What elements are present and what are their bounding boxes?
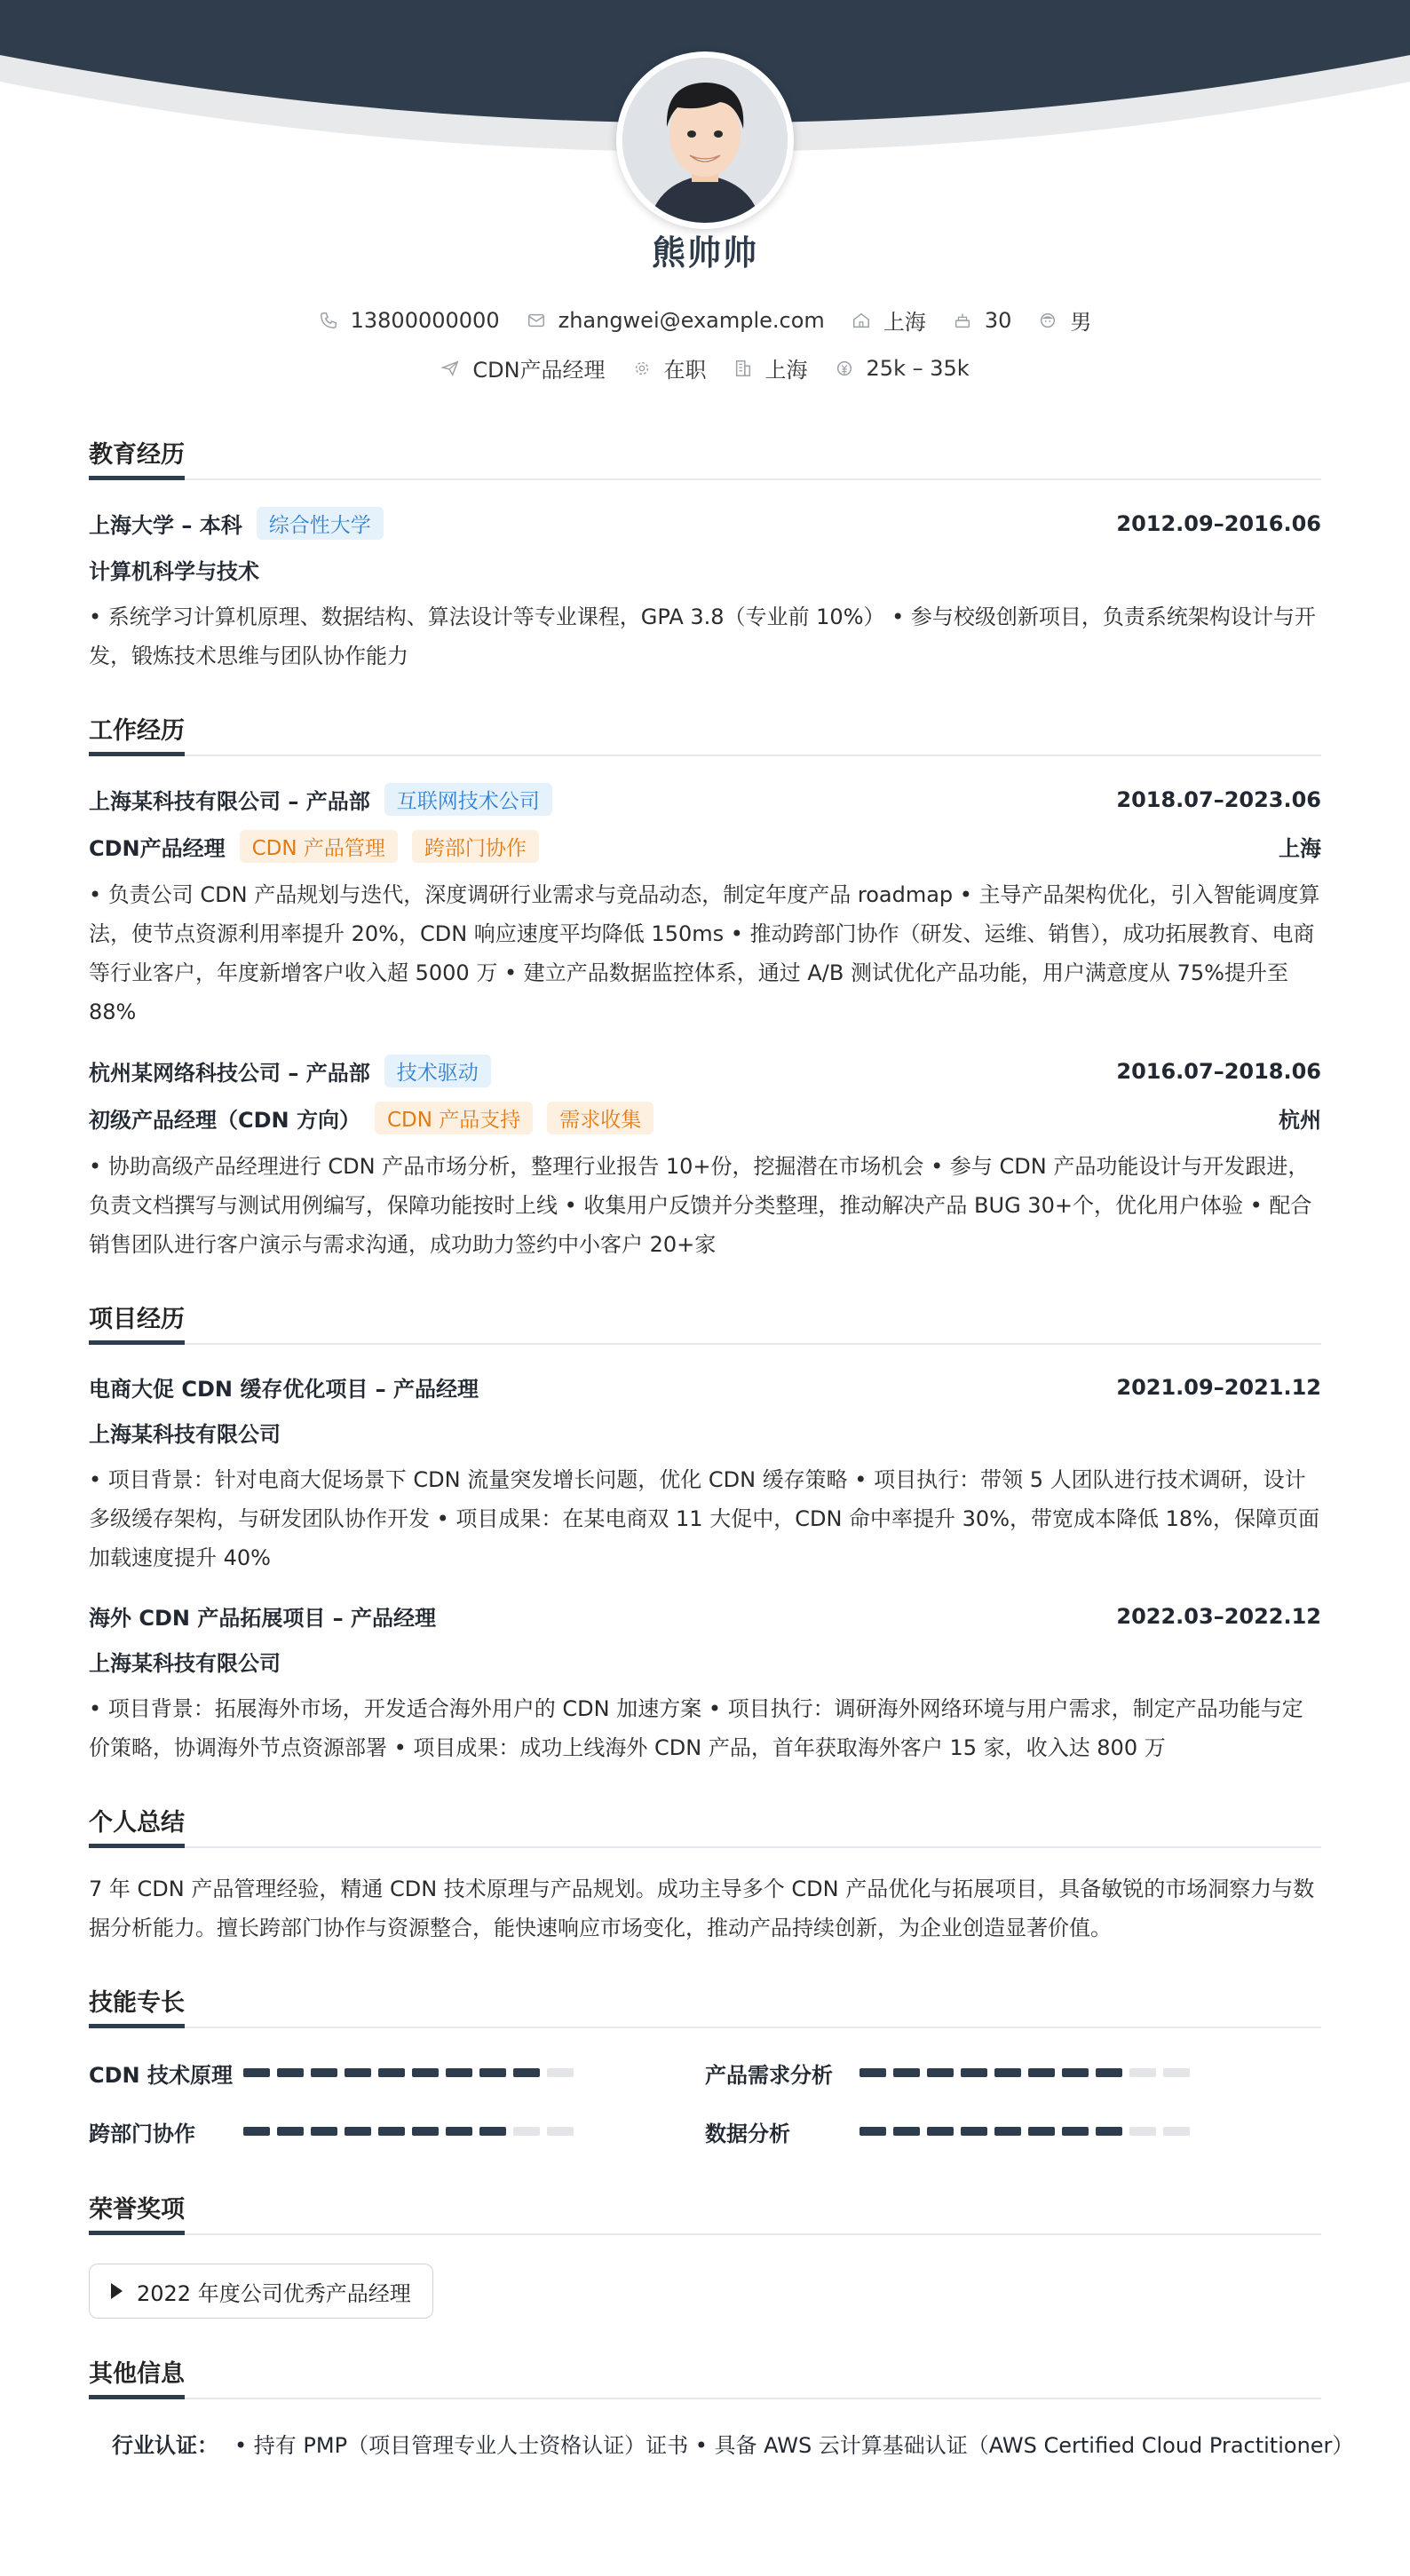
building-icon <box>733 359 753 378</box>
school-name: 上海大学 – 本科 <box>89 513 242 538</box>
skill-segment-empty <box>1163 2127 1190 2136</box>
project-name: 海外 CDN 产品拓展项目 – 产品经理 <box>89 1606 437 1631</box>
age-text: 30 <box>984 307 1012 333</box>
work-desc: • 协助高级产品经理进行 CDN 产品市场分析，整理行业报告 10+份，挖掘潜在市场机会 • 参与 CDN 产品功能设计与开发跟进，负责文档撰写与测试用例编写，保障功能按时上线 • 收集用户反馈并分类整理，推动解决产品 BUG 30+个，优化用户体验 • 配合销售团队进行客户演示与需求沟通，成功助力签约中小客户 20+家 <box>89 1154 1312 1257</box>
section-title: 教育经历 <box>89 435 1321 480</box>
work-location: 杭州 <box>1279 1108 1321 1133</box>
skill-item <box>89 2114 705 2149</box>
honor-item[interactable] <box>89 2264 433 2319</box>
education-entry-head <box>89 507 1321 540</box>
skill-segment-filled <box>1028 2127 1055 2136</box>
section-title: 其他信息 <box>89 2354 1321 2399</box>
status-text: 在职 <box>663 358 707 383</box>
work-entry <box>89 783 1321 1031</box>
skill-level-bar <box>243 2068 581 2077</box>
skill-segment-filled <box>378 2127 405 2136</box>
skill-segment-filled <box>243 2068 270 2077</box>
salary-icon <box>835 359 854 378</box>
salary-text: 25k – 35k <box>866 355 970 381</box>
project-name: 电商大促 CDN 缓存优化项目 – 产品经理 <box>89 1377 479 1402</box>
skill-segment-filled <box>961 2068 987 2077</box>
skills-list <box>89 2055 1321 2172</box>
status-info <box>632 352 707 383</box>
project-desc: • 项目背景：针对电商大促场景下 CDN 流量突发增长问题，优化 CDN 缓存策略 • 项目执行：带领 5 人团队进行技术调研，设计多级缓存架构，与研发团队协作开发 • 项目成果：在某电商双 11 大促中，CDN 命中率提升 30%，带宽成本降低 18%，保障页面加载速度提升 40% <box>89 1467 1319 1570</box>
skill-segment-filled <box>1062 2068 1089 2077</box>
skill-segment-empty <box>547 2127 574 2136</box>
skill-segment-filled <box>412 2068 439 2077</box>
work-location: 上海 <box>1279 836 1321 861</box>
other-value: • 持有 PMP（项目管理专业人士资格认证）证书 • 具备 AWS 云计算基础认证（AWS Certified Cloud Practitioner） <box>234 2433 1354 2458</box>
other-label: 行业认证： <box>112 2433 218 2458</box>
honors-section <box>89 2190 1321 2319</box>
skill-segment-filled <box>1062 2127 1089 2136</box>
phone-info <box>319 308 500 333</box>
company-name: 上海某科技有限公司 – 产品部 <box>89 789 370 814</box>
company-tag: 互联网技术公司 <box>384 783 552 816</box>
skill-segment-filled <box>345 2068 371 2077</box>
skill-segment-filled <box>277 2068 304 2077</box>
skill-name: CDN 技术原理 <box>89 2062 233 2088</box>
skill-item <box>705 2055 1321 2090</box>
project-desc: • 项目背景：拓展海外市场，开发适合海外用户的 CDN 加速方案 • 项目执行：调研海外网络环境与用户需求，制定产品功能与定价策略，协调海外节点资源部署 • 项目成果：成功上线海外 CDN 产品，首年获取海外客户 15 家，收入达 800 万 <box>89 1696 1303 1760</box>
skill-segment-empty <box>1129 2127 1156 2136</box>
gender-icon <box>1038 311 1058 330</box>
role-tag: 跨部门协作 <box>412 830 539 863</box>
skill-segment-filled <box>243 2127 270 2136</box>
skill-segment-filled <box>479 2127 506 2136</box>
city-info <box>852 304 926 336</box>
project-period: 2022.03–2022.12 <box>1116 1603 1321 1629</box>
work-desc: • 负责公司 CDN 产品规划与迭代，深度调研行业需求与竞品动态，制定年度产品 roadmap • 主导产品架构优化，引入智能调度算法，使节点资源利用率提升 20%，CDN 响应速度平均降低 150ms • 推动跨部门协作（研发、运维、销售），成功拓展教育、电商等行业客户，年度新增客户收入超 5000 万 • 建立产品数据监控体系，通过 A/B 测试优化产品功能，用户满意度从 75%提升至 88% <box>89 882 1320 1024</box>
work-period: 2018.07–2023.06 <box>1116 786 1321 812</box>
skill-segment-filled <box>446 2127 472 2136</box>
work-entry <box>89 1055 1321 1264</box>
projects-section <box>89 1300 1321 1767</box>
skill-segment-filled <box>1096 2068 1122 2077</box>
project-entry <box>89 1371 1321 1577</box>
skill-segment-filled <box>345 2127 371 2136</box>
age-icon <box>953 311 972 330</box>
skill-segment-filled <box>893 2068 920 2077</box>
avatar <box>616 51 794 229</box>
email-text: zhangwei@example.com <box>558 307 825 333</box>
summary-text: 7 年 CDN 产品管理经验，精通 CDN 技术原理与产品规划。成功主导多个 CDN 产品优化与拓展项目，具备敏锐的市场洞察力与数据分析能力。擅长跨部门协作与资源整合，能快速响应市场变化，推动产品持续创新，为企业创造显著价值。 <box>89 1877 1315 1940</box>
skill-name: 数据分析 <box>705 2121 790 2146</box>
role-title: 初级产品经理（CDN 方向） <box>89 1108 360 1133</box>
skill-segment-filled <box>859 2127 886 2136</box>
skill-segment-filled <box>446 2068 472 2077</box>
section-title: 荣誉奖项 <box>89 2190 1321 2235</box>
company-name: 杭州某网络科技公司 – 产品部 <box>89 1061 370 1086</box>
phone-text: 13800000000 <box>350 307 500 333</box>
skill-name: 产品需求分析 <box>705 2062 833 2088</box>
target-position-text: CDN产品经理 <box>472 358 606 383</box>
skill-segment-filled <box>311 2127 337 2136</box>
play-triangle-icon <box>111 2283 123 2299</box>
project-company: 上海某科技有限公司 <box>89 1651 281 1676</box>
skill-name: 跨部门协作 <box>89 2121 195 2146</box>
target-position-info <box>440 352 605 383</box>
education-section <box>89 435 1321 676</box>
role-tag: CDN 产品支持 <box>375 1102 533 1134</box>
project-company: 上海某科技有限公司 <box>89 1422 281 1447</box>
project-period: 2021.09–2021.12 <box>1116 1374 1321 1400</box>
age-info <box>953 308 1012 333</box>
gender-info <box>1038 304 1091 336</box>
skill-item <box>89 2055 705 2090</box>
summary-section <box>89 1803 1321 1948</box>
candidate-name: 熊帅帅 <box>651 233 758 273</box>
company-tag: 技术驱动 <box>384 1055 491 1087</box>
section-title: 个人总结 <box>89 1803 1321 1848</box>
skill-segment-filled <box>927 2127 954 2136</box>
job-intent-row <box>0 352 1410 383</box>
skill-segment-empty <box>1129 2068 1156 2077</box>
skill-segment-filled <box>994 2068 1021 2077</box>
work-section <box>89 711 1321 1264</box>
honor-text: 2022 年度公司优秀产品经理 <box>137 2280 411 2306</box>
skill-item <box>705 2114 1321 2149</box>
skill-segment-filled <box>513 2068 540 2077</box>
skill-level-bar <box>859 2068 1197 2077</box>
skill-segment-filled <box>412 2127 439 2136</box>
role-title: CDN产品经理 <box>89 836 226 861</box>
contact-row <box>0 304 1410 336</box>
phone-icon <box>319 311 338 330</box>
skill-segment-filled <box>961 2127 987 2136</box>
school-tag: 综合性大学 <box>257 507 384 540</box>
section-title: 工作经历 <box>89 711 1321 756</box>
education-desc: • 系统学习计算机原理、数据结构、算法设计等专业课程，GPA 3.8（专业前 10%） • 参与校级创新项目，负责系统架构设计与开发，锻炼技术思维与团队协作能力 <box>89 604 1316 668</box>
role-tag: 需求收集 <box>547 1102 654 1134</box>
send-icon <box>440 359 460 378</box>
home-icon <box>852 311 871 330</box>
skill-segment-filled <box>927 2068 954 2077</box>
skill-segment-filled <box>479 2068 506 2077</box>
skill-segment-filled <box>859 2068 886 2077</box>
skill-segment-filled <box>378 2068 405 2077</box>
section-title: 技能专长 <box>89 1983 1321 2028</box>
skill-segment-empty <box>513 2127 540 2136</box>
status-icon <box>632 359 652 378</box>
skill-segment-filled <box>311 2068 337 2077</box>
skill-segment-filled <box>1096 2127 1122 2136</box>
skill-segment-empty <box>547 2068 574 2077</box>
project-entry <box>89 1600 1321 1767</box>
target-city-info <box>733 352 808 383</box>
gender-text: 男 <box>1070 310 1092 335</box>
section-title: 项目经历 <box>89 1300 1321 1345</box>
resume-content <box>89 435 1354 2459</box>
skills-section <box>89 1983 1321 2172</box>
major: 计算机科学与技术 <box>89 559 259 584</box>
other-section <box>89 2354 1354 2459</box>
skill-segment-filled <box>1028 2068 1055 2077</box>
role-tag: CDN 产品管理 <box>240 830 398 863</box>
skill-level-bar <box>243 2127 581 2136</box>
skill-segment-filled <box>893 2127 920 2136</box>
skill-segment-empty <box>1163 2068 1190 2077</box>
skill-level-bar <box>859 2127 1197 2136</box>
city-text: 上海 <box>883 310 926 335</box>
email-info <box>527 308 825 333</box>
other-item <box>89 2428 1354 2459</box>
skill-segment-filled <box>277 2127 304 2136</box>
skill-segment-filled <box>994 2127 1021 2136</box>
salary-info <box>835 356 970 381</box>
mail-icon <box>527 311 546 330</box>
target-city-text: 上海 <box>764 358 808 383</box>
work-period: 2016.07–2018.06 <box>1116 1058 1321 1084</box>
education-period: 2012.09–2016.06 <box>1116 510 1321 536</box>
